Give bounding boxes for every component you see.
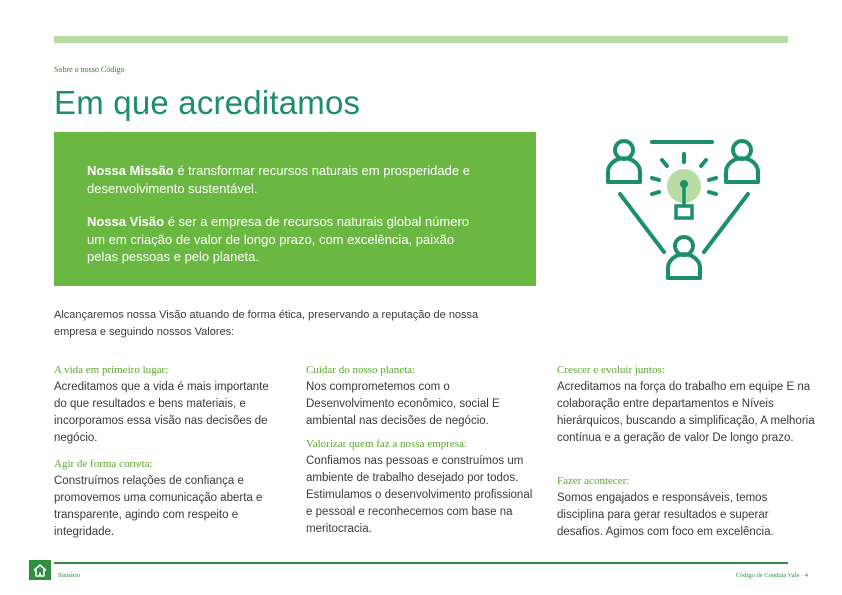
section-label: Sobre o nosso Código — [54, 65, 125, 74]
value-item — [557, 363, 827, 447]
value-description: Somos engajados e responsáveis, temos disciplina para gerar resultados e superar desafios. Agimos com foco em excelência. — [557, 492, 774, 538]
value-title: Fazer acontecer: — [557, 475, 630, 487]
mission-label: Nossa Missão — [87, 163, 174, 178]
vision-label: Nossa Visão — [87, 214, 165, 229]
value-item — [54, 363, 274, 447]
value-title: Valorizar quem faz a nossa empresa: — [306, 438, 467, 450]
intro-text: Alcançaremos nossa Visão atuando de forma ética, preservando a reputação de nossa empresa e seguindo nossos Valores: — [54, 309, 479, 338]
page-footer-label: Código de Conduta Vale · 4 — [735, 572, 808, 579]
table-of-contents-link[interactable]: Sumário — [58, 572, 81, 579]
value-description: Acreditamos na força do trabalho em equipe E na colaboração entre departamentos e Níveis hierárquicos, buscando a simplificação, A melhoria contínua e a geração de valor De longo prazo. — [557, 381, 815, 444]
value-title: Agir de forma correta: — [54, 458, 153, 470]
mission-paragraph — [87, 162, 487, 197]
value-title: Crescer e evoluir juntos: — [557, 364, 665, 376]
value-item — [306, 363, 536, 430]
top-decorative-bar — [54, 36, 788, 43]
value-description: Acreditamos que a vida é mais importante do que resultados e bens materiais, e incorporamos essa visão nas decisões de negócio. — [54, 381, 269, 444]
value-title: A vida em primeiro lugar: — [54, 364, 169, 376]
value-item — [306, 437, 536, 538]
value-item — [557, 474, 817, 541]
value-description: Confiamos nas pessoas e construímos um ambiente de trabalho desejado por todos. Estimulamos o desenvolvimento profissional e pessoal e reconhecemos com base na meritocracia. — [306, 455, 533, 535]
home-icon — [33, 564, 47, 577]
vision-text: é ser a empresa de recursos naturais global número um em criação de valor de longo prazo, com excelência, paixão pelas pessoas e pelo planeta. — [87, 214, 470, 264]
mission-text: é transformar recursos naturais em prosperidade e desenvolvimento sustentável. — [87, 163, 470, 196]
value-title: Cuidar do nosso planeta: — [306, 364, 416, 376]
value-item — [54, 457, 274, 541]
team-idea-lightbulb-icon — [602, 132, 788, 286]
page-title: Em que acreditamos — [54, 84, 361, 121]
footer-rule — [54, 562, 788, 564]
value-description: Construímos relações de confiança e promovemos uma comunicação aberta e transparente, agindo com respeito e integridade. — [54, 475, 263, 538]
value-description: Nos comprometemos com o Desenvolvimento econômico, social E ambiental nas decisões de negócio. — [306, 381, 500, 427]
vision-paragraph — [87, 213, 487, 266]
home-button[interactable] — [29, 560, 51, 580]
